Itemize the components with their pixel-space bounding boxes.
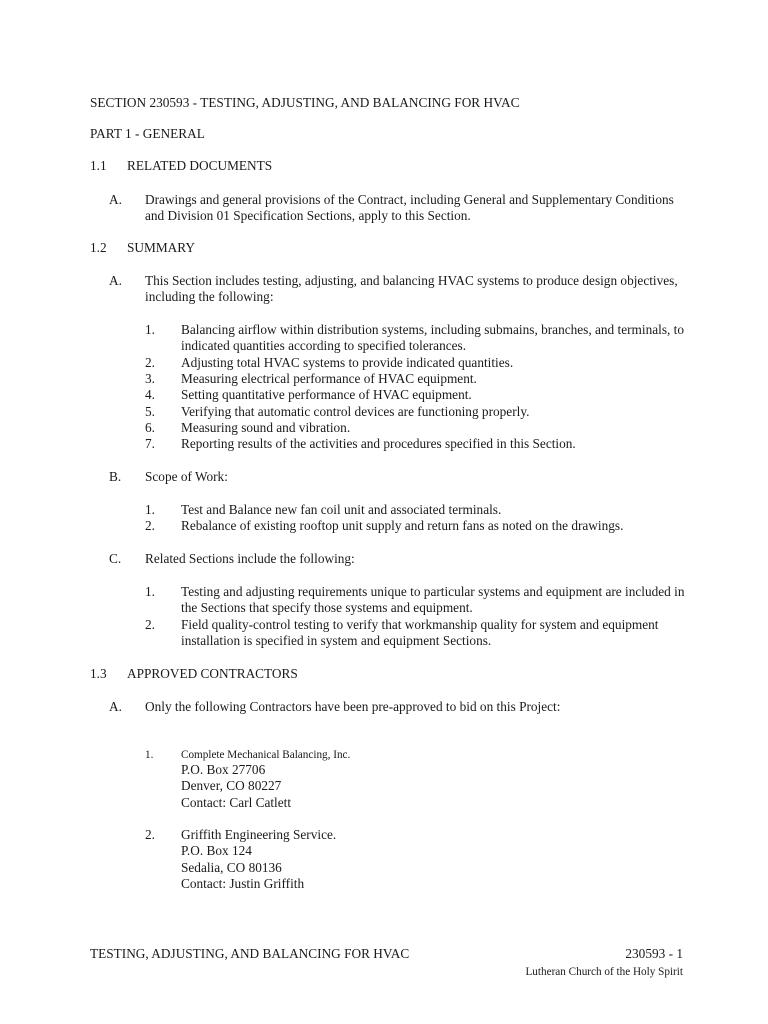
contractor-po-box: P.O. Box 27706 (181, 762, 266, 777)
contractor-name: Griffith Engineering Service. (181, 827, 337, 842)
list-item-text: Verifying that automatic control devices are functioning properly. (181, 404, 530, 419)
contractor-contact: Contact: Carl Catlett (181, 795, 292, 810)
paragraph-text: This Section includes testing, adjusting, and balancing HVAC systems to produce design objectives, including the following: (145, 273, 678, 305)
footer-page-number: 230593 - 1 (625, 946, 683, 961)
list-item-number: 2. (145, 617, 155, 632)
contractor-city: Denver, CO 80227 (181, 778, 282, 793)
paragraph-letter-a: A. (109, 273, 122, 288)
paragraph-letter-b: B. (109, 469, 122, 484)
paragraph-letter-c: C. (109, 551, 122, 566)
article-title-summary: SUMMARY (127, 240, 195, 255)
list-item-text: Testing and adjusting requirements unique to particular systems and equipment are included in the Sections that specify those systems and equipment. (181, 584, 685, 616)
contractor-name: Complete Mechanical Balancing, Inc. (181, 749, 351, 761)
list-item-number: 2. (145, 355, 155, 370)
list-item-number: 3. (145, 371, 155, 386)
section-title: SECTION 230593 - TESTING, ADJUSTING, AND BALANCING FOR HVAC (90, 95, 520, 110)
article-title-related-documents: RELATED DOCUMENTS (127, 158, 273, 173)
paragraph-text: Only the following Contractors have been pre-approved to bid on this Project: (145, 699, 561, 714)
part-title: PART 1 - GENERAL (90, 126, 205, 141)
list-item-number: 7. (145, 436, 155, 451)
list-item-number: 1. (145, 502, 155, 517)
list-item-text: Balancing airflow within distribution systems, including submains, branches, and terminals, to indicated quantities according to specified tolerances. (181, 322, 684, 354)
contractor-number: 1. (145, 749, 154, 761)
paragraph-text: Drawings and general provisions of the Contract, including General and Supplementary Conditions and Division 01 Specification Sections, apply to this Section. (145, 192, 674, 224)
list-item-text: Rebalance of existing rooftop unit supply and return fans as noted on the drawings. (181, 518, 624, 533)
paragraph-letter-a: A. (109, 699, 122, 714)
list-item-number: 2. (145, 518, 155, 533)
list-item-text: Measuring electrical performance of HVAC equipment. (181, 371, 477, 386)
footer-project-name: Lutheran Church of the Holy Spirit (525, 966, 683, 978)
list-item-text: Measuring sound and vibration. (181, 420, 351, 435)
list-item-text: Adjusting total HVAC systems to provide indicated quantities. (181, 355, 514, 370)
paragraph-text: Scope of Work: (145, 469, 228, 484)
list-item-number: 4. (145, 387, 155, 402)
article-number-1-1: 1.1 (90, 158, 107, 173)
list-item-text: Setting quantitative performance of HVAC equipment. (181, 387, 472, 402)
paragraph-letter-a: A. (109, 192, 122, 207)
contractor-contact: Contact: Justin Griffith (181, 876, 305, 891)
list-item-text: Reporting results of the activities and procedures specified in this Section. (181, 436, 576, 451)
contractor-po-box: P.O. Box 124 (181, 843, 252, 858)
list-item-text: Field quality-control testing to verify that workmanship quality for system and equipment installation is specified in system and equipment Sections. (181, 617, 659, 649)
article-title-approved-contractors: APPROVED CONTRACTORS (127, 666, 298, 681)
contractor-number: 2. (145, 827, 155, 842)
list-item-number: 6. (145, 420, 155, 435)
article-number-1-3: 1.3 (90, 666, 107, 681)
list-item-number: 1. (145, 322, 155, 337)
list-item-number: 1. (145, 584, 155, 599)
paragraph-text: Related Sections include the following: (145, 551, 355, 566)
list-item-text: Test and Balance new fan coil unit and associated terminals. (181, 502, 502, 517)
list-item-number: 5. (145, 404, 155, 419)
article-number-1-2: 1.2 (90, 240, 107, 255)
contractor-city: Sedalia, CO 80136 (181, 860, 282, 875)
footer-section-title: TESTING, ADJUSTING, AND BALANCING FOR HVAC (90, 946, 410, 961)
